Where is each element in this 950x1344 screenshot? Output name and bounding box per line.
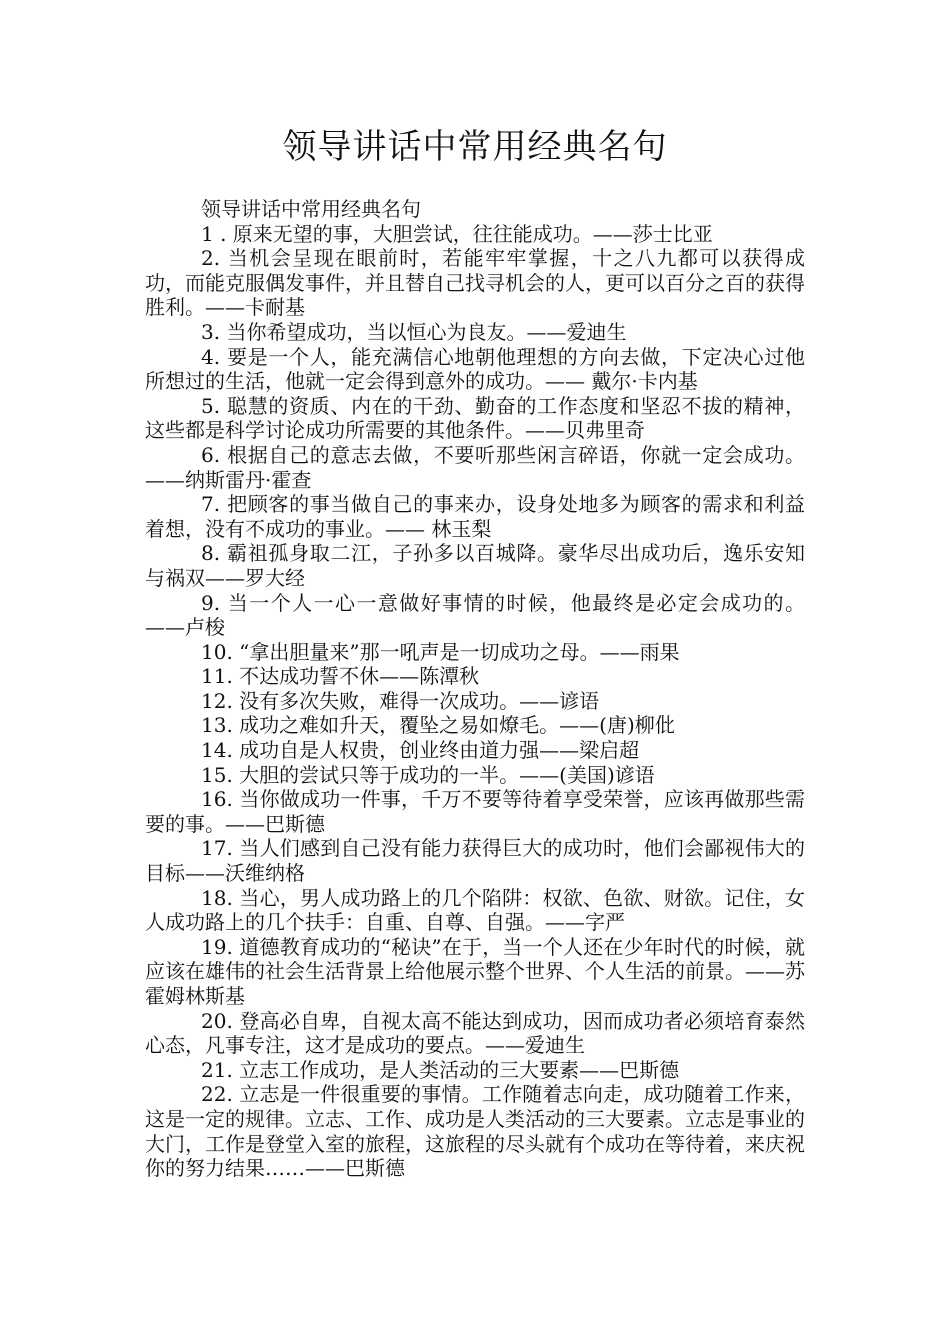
quote-item-7: 7. 把顾客的事当做自己的事来办，设身处地多为顾客的需求和利益着想，没有不成功的事业。—— 林玉梨 bbox=[145, 492, 805, 541]
quote-item-17: 17. 当人们感到自己没有能力获得巨大的成功时，他们会鄙视伟大的目标——沃维纳格 bbox=[145, 836, 805, 886]
quote-item-15: 15. 大胆的尝试只等于成功的一半。——(美国)谚语 bbox=[201, 762, 655, 787]
quote-item-12: 12. 没有多次失败，难得一次成功。——谚语 bbox=[201, 688, 600, 713]
quote-item-13: 13. 成功之难如升天，覆坠之易如燎毛。——(唐)柳仳 bbox=[201, 713, 675, 738]
quote-item-6: 6. 根据自己的意志去做，不要听那些闲言碎语，你就一定会成功。——纳斯雷丹·霍查 bbox=[145, 442, 805, 492]
quote-item-18: 18. 当心，男人成功路上的几个陷阱：权欲、色欲、财欲。记住，女人成功路上的几个扶手：自重、自尊、自强。——字严 bbox=[145, 885, 805, 935]
quote-item-22: 22. 立志是一件很重要的事情。工作随着志向走，成功随着工作来，这是一定的规律。立志、工作、成功是人类活动的三大要素。立志是事业的大门，工作是登堂入室的旅程，这旅程的尽头就有个成功在等待着，来庆祝你的努力结果……——巴斯德 bbox=[145, 1082, 805, 1181]
document-title: 领导讲话中常用经典名句 bbox=[282, 127, 668, 167]
quote-item-1: 1 . 原来无望的事，大胆尝试，往往能成功。——莎士比亚 bbox=[201, 221, 713, 246]
quote-item-9: 9. 当一个人一心一意做好事情的时候，他最终是必定会成功的。——卢梭 bbox=[145, 590, 805, 640]
document-body bbox=[145, 197, 805, 1181]
quote-item-3: 3. 当你希望成功，当以恒心为良友。——爱迪生 bbox=[201, 319, 627, 344]
quote-item-2: 2. 当机会呈现在眼前时，若能牢牢掌握，十之八九都可以获得成功，而能克服偶发事件，并且替自己找寻机会的人，更可以百分之百的获得胜利。——卡耐基 bbox=[145, 246, 805, 320]
quote-item-8: 8. 霸祖孤身取二江，子孙多以百城降。豪华尽出成功后，逸乐安知与祸双——罗大经 bbox=[145, 541, 805, 590]
quote-item-10: 10. “拿出胆量来”那一吼声是一切成功之母。——雨果 bbox=[201, 639, 680, 664]
quote-item-21: 21. 立志工作成功，是人类活动的三大要素——巴斯德 bbox=[201, 1057, 680, 1082]
quote-item-4: 4. 要是一个人，能充满信心地朝他理想的方向去做，下定决心过他所想过的生活，他就一定会得到意外的成功。—— 戴尔·卡内基 bbox=[145, 344, 805, 394]
document-subtitle: 领导讲话中常用经典名句 bbox=[201, 197, 421, 221]
quote-item-16: 16. 当你做成功一件事，千万不要等待着享受荣誉，应该再做那些需要的事。——巴斯德 bbox=[145, 787, 805, 836]
quote-item-19: 19. 道德教育成功的“秘诀”在于，当一个人还在少年时代的时候，就应该在雄伟的社会生活背景上给他展示整个世界、个人生活的前景。——苏霍姆林斯基 bbox=[145, 934, 805, 1008]
quote-item-14: 14. 成功自是人权贵，创业终由道力强——梁启超 bbox=[201, 738, 640, 763]
quote-item-5: 5. 聪慧的资质、内在的干劲、勤奋的工作态度和坚忍不拔的精神，这些都是科学讨论成功所需要的其他条件。——贝弗里奇 bbox=[145, 393, 805, 443]
quote-item-20: 20. 登高必自卑，自视太高不能达到成功，因而成功者必须培育泰然心态，凡事专注，这才是成功的要点。——爱迪生 bbox=[145, 1008, 805, 1058]
quote-item-11: 11. 不达成功誓不休——陈潭秋 bbox=[201, 664, 480, 689]
